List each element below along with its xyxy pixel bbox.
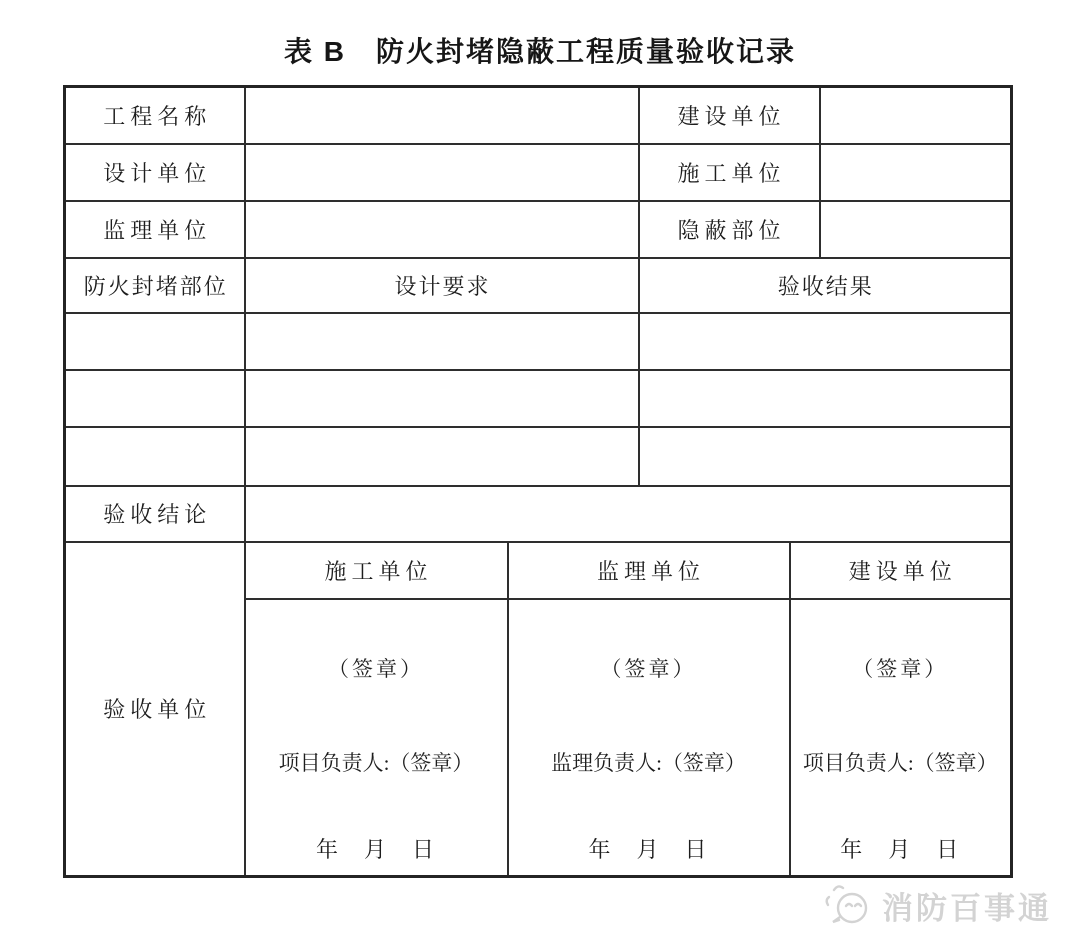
detail-empty-row: [65, 313, 1012, 370]
empty-cell: [245, 370, 639, 427]
acceptance-unit-label: 验收单位: [65, 542, 245, 877]
empty-cell: [65, 427, 245, 486]
construction-signature-cell: [790, 599, 1012, 877]
table-row: [65, 87, 1012, 144]
acceptance-header-row: [65, 542, 1012, 599]
seal-location-header: 防火封堵部位: [65, 258, 245, 313]
acceptance-col-construction-header: 建设单位: [790, 542, 1012, 599]
detail-empty-row: [65, 427, 1012, 486]
contractor-responsible-label: 项目负责人:（签章）: [278, 750, 474, 775]
design-unit-value: [245, 144, 639, 201]
construction-date-label: 年 月 日: [840, 836, 961, 862]
table-row: [65, 201, 1012, 258]
construction-unit-value: [820, 87, 1012, 144]
concealed-part-label: 隐蔽部位: [639, 201, 820, 258]
supervision-unit-label: 监理单位: [65, 201, 245, 258]
page-title-prefix: 表 B: [283, 36, 346, 67]
supervision-seal-label: （签章）: [600, 656, 697, 681]
supervision-signature-cell: [508, 599, 790, 877]
empty-cell: [639, 370, 1012, 427]
mascot-logo-icon: [822, 884, 874, 928]
contractor-seal-label: （签章）: [328, 656, 424, 681]
empty-cell: [639, 313, 1012, 370]
supervision-date-label: 年 月 日: [588, 836, 709, 862]
supervision-responsible-label: 监理负责人:（签章）: [551, 750, 746, 775]
construction-unit-label: 建设单位: [639, 87, 820, 144]
contractor-signature-cell: [245, 599, 508, 877]
acceptance-result-header: 验收结果: [639, 258, 1012, 313]
empty-cell: [639, 427, 1012, 486]
empty-cell: [245, 427, 639, 486]
watermark-text: 消防百事通: [882, 891, 1052, 926]
empty-cell: [245, 313, 639, 370]
detail-header-row: [65, 258, 1012, 313]
empty-cell: [65, 313, 245, 370]
detail-empty-row: [65, 370, 1012, 427]
construction-seal-label: （签章）: [852, 656, 949, 681]
empty-cell: [65, 370, 245, 427]
acceptance-col-contractor-header: 施工单位: [245, 542, 508, 599]
concealed-part-value: [820, 201, 1012, 258]
conclusion-label: 验收结论: [65, 486, 245, 542]
page-title-main: 防火封堵隐蔽工程质量验收记录: [376, 36, 797, 67]
watermark: [822, 883, 1052, 928]
conclusion-value: [245, 486, 1012, 542]
contractor-unit-value: [820, 144, 1012, 201]
table-row: [65, 144, 1012, 201]
design-unit-label: 设计单位: [65, 144, 245, 201]
acceptance-col-supervision-header: 监理单位: [508, 542, 790, 599]
project-name-value: [245, 87, 639, 144]
page-title: [0, 30, 1080, 70]
contractor-date-label: 年 月 日: [315, 836, 436, 862]
project-name-label: 工程名称: [65, 87, 245, 144]
conclusion-row: [65, 486, 1012, 542]
acceptance-record-table: [63, 85, 1013, 878]
contractor-unit-label: 施工单位: [639, 144, 820, 201]
design-requirement-header: 设计要求: [245, 258, 639, 313]
construction-responsible-label: 项目负责人:（签章）: [802, 750, 998, 775]
supervision-unit-value: [245, 201, 639, 258]
